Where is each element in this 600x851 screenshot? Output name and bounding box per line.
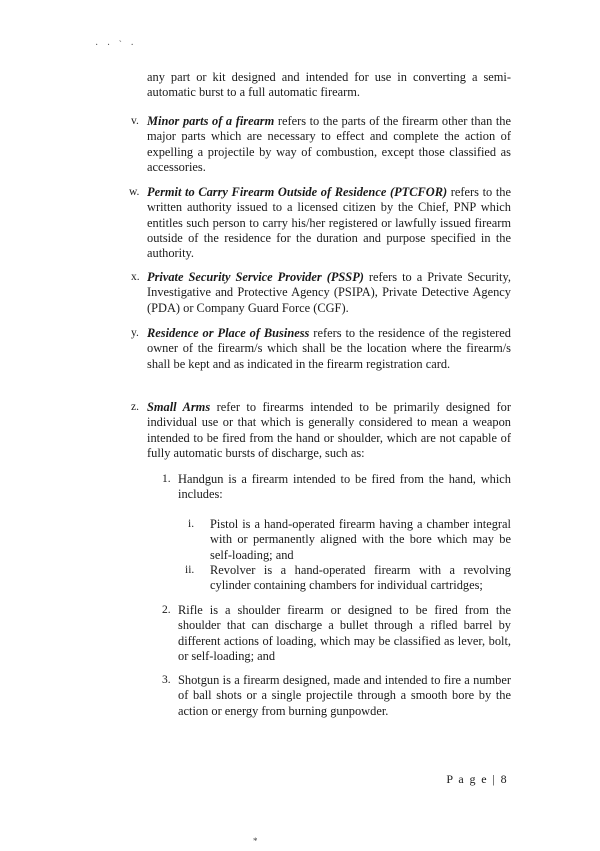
sublist-item-pistol: Pistol is a hand-operated firearm having a chamber integral with or permanently aligned with the bore which may be self-loading; and: [210, 517, 511, 562]
definition-label: v.: [131, 115, 139, 127]
definition-term: Permit to Carry Firearm Outside of Residence (PTCFOR): [147, 185, 448, 199]
definition-ptcfor: [147, 185, 511, 261]
definition-term: Residence or Place of Business: [147, 326, 310, 340]
sublist-number: ii.: [185, 564, 195, 576]
sublist-item-revolver: Revolver is a hand-operated firearm with a revolving cylinder containing chambers for individual cartridges;: [210, 563, 511, 593]
scan-specks: · · ˋ ·: [95, 40, 137, 51]
definition-text: refers to the written authority issued to a licensed citizen by the Chief, PNP which entitles such person to carry his/her registered or lawfully issued firearm outside of the residence for the duration and purpose specified in the authority.: [147, 185, 511, 261]
list-number: 3.: [162, 674, 171, 686]
page-number: P a g e | 8: [446, 772, 508, 786]
list-number: 2.: [162, 604, 171, 616]
list-number: 1.: [162, 473, 171, 485]
definition-pssp: [147, 270, 511, 316]
list-item-handgun: Handgun is a firearm intended to be fired from the hand, which includes:: [178, 472, 511, 502]
definition-label: x.: [131, 271, 140, 283]
definition-label: w.: [129, 186, 140, 198]
scan-mark: *: [253, 836, 258, 846]
definition-label: z.: [131, 401, 139, 413]
definition-term: Small Arms: [147, 400, 211, 414]
intro-paragraph: any part or kit designed and intended for use in converting a semi-automatic burst to a full automatic firearm.: [147, 70, 511, 100]
definition-residence: [147, 326, 511, 372]
definition-text: refers to a Private Security, Investigative and Protective Agency (PSIPA), Private Detective Agency (PDA) or Company Guard Force (CGF).: [147, 270, 511, 315]
definition-small-arms: [147, 400, 511, 461]
definition-minor-parts: [147, 114, 511, 175]
definition-text: refers to the parts of the firearm other than the major parts which are necessary to effect and complete the action of expelling a projectile by way of combustion, except those classified as accessories.: [147, 114, 511, 174]
definition-label: y.: [131, 327, 139, 339]
list-item-rifle: Rifle is a shoulder firearm or designed to be fired from the shoulder that can discharge a bullet through a rifled barrel by different actions of loading, which may be classified as lever, bolt, or self-loading; and: [178, 603, 511, 663]
sublist-number: i.: [188, 518, 195, 530]
list-item-shotgun: Shotgun is a firearm designed, made and intended to fire a number of ball shots or a single projectile through a smooth bore by the action or energy from burning gunpowder.: [178, 673, 511, 718]
definition-text: refer to firearms intended to be primarily designed for individual use or that which is generally considered to mean a weapon intended to be fired from the hand or shoulder, which are not capable of fully automatic bursts of discharge, such as:: [147, 400, 511, 460]
definition-text: refers to the residence of the registered owner of the firearm/s which shall be the location where the firearm/s shall be kept and as indicated in the firearm registration card.: [147, 326, 511, 371]
definition-term: Minor parts of a firearm: [147, 114, 275, 128]
definition-term: Private Security Service Provider (PSSP): [147, 270, 364, 284]
